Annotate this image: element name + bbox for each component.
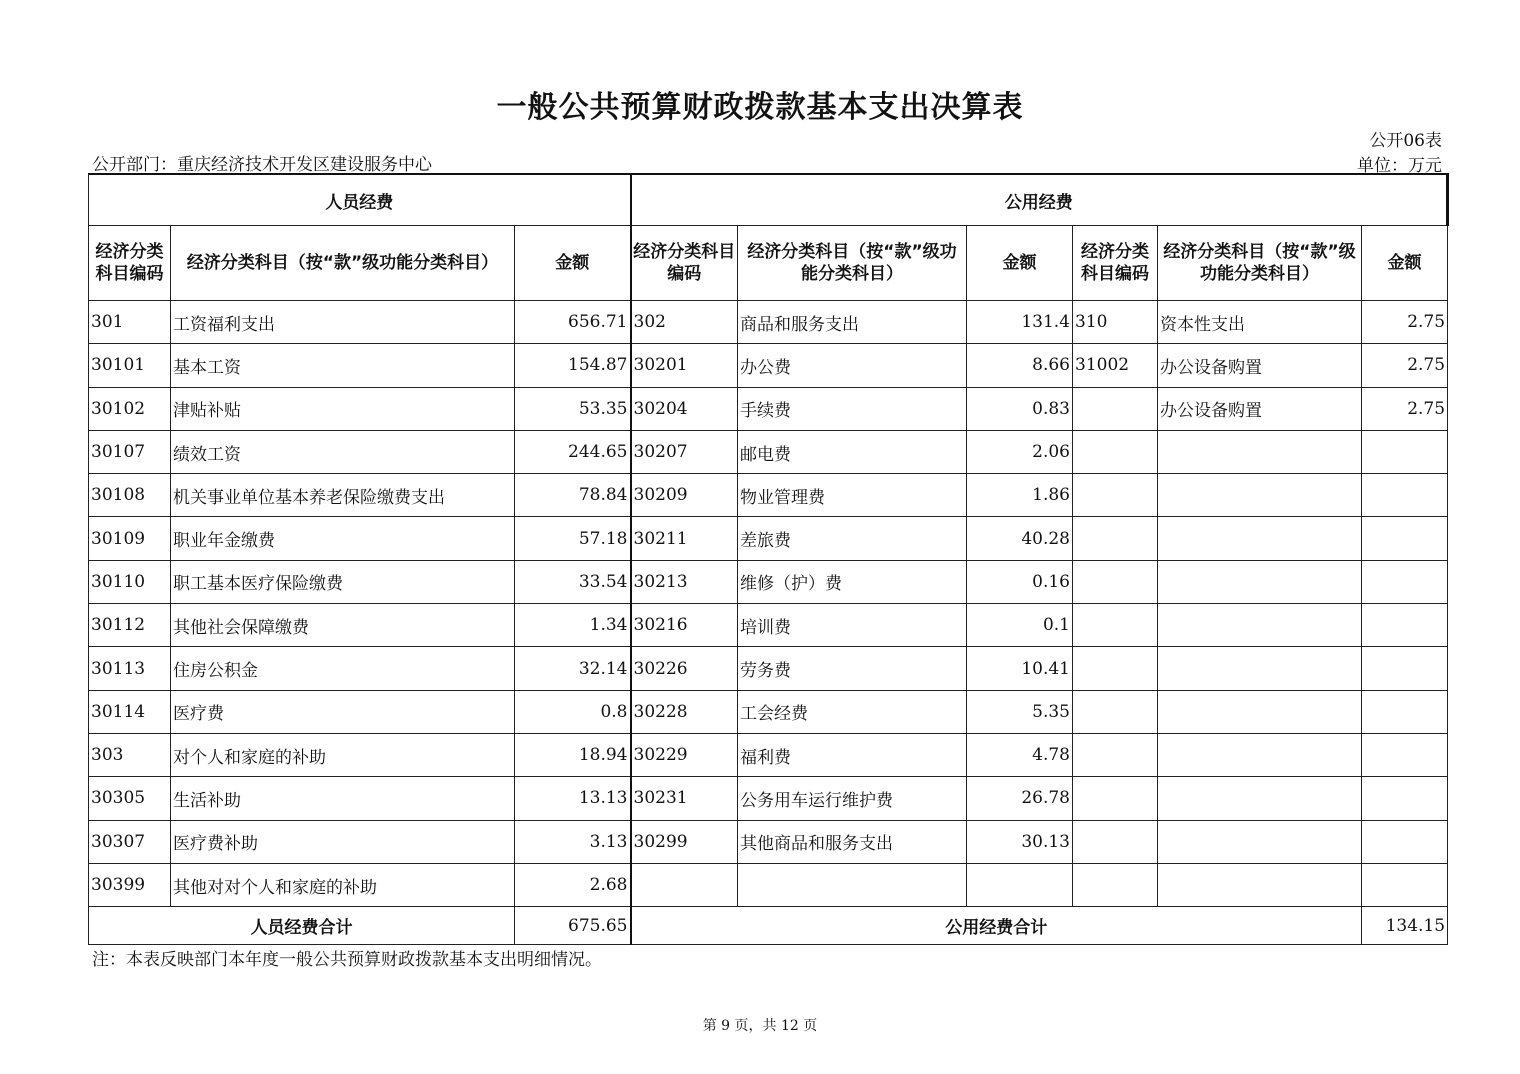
- capital-name-cell: [1158, 820, 1362, 863]
- table-row: [89, 863, 1448, 906]
- personnel-name-cell: 医疗费补助: [171, 820, 515, 863]
- expenditure-table: [88, 173, 1449, 945]
- capital-amount-cell: 2.75: [1362, 344, 1448, 387]
- personnel-amount-cell: 1.34: [515, 604, 631, 647]
- capital-code-cell: [1073, 604, 1158, 647]
- capital-code-cell: [1073, 777, 1158, 820]
- goods-name-cell: 其他商品和服务支出: [738, 820, 967, 863]
- goods-amount-cell: 5.35: [967, 690, 1073, 733]
- capital-code-cell: [1073, 560, 1158, 603]
- personnel-code-cell: 30102: [89, 387, 171, 430]
- goods-code-cell: 30228: [631, 690, 738, 733]
- capital-name-cell: [1158, 560, 1362, 603]
- header-capital-code: 经济分类科目编码: [1073, 226, 1158, 301]
- table-row: [89, 777, 1448, 820]
- capital-code-cell: [1073, 820, 1158, 863]
- personnel-code-cell: 30307: [89, 820, 171, 863]
- group-public: 公用经费: [631, 174, 1448, 226]
- capital-name-cell: [1158, 863, 1362, 906]
- goods-code-cell: 30299: [631, 820, 738, 863]
- table-row: [89, 474, 1448, 517]
- table-row: [89, 604, 1448, 647]
- goods-amount-cell: 40.28: [967, 517, 1073, 560]
- goods-code-cell: 30207: [631, 430, 738, 473]
- capital-name-cell: [1158, 604, 1362, 647]
- capital-amount-cell: [1362, 690, 1448, 733]
- personnel-amount-cell: 78.84: [515, 474, 631, 517]
- goods-name-cell: 工会经费: [738, 690, 967, 733]
- table-note: 注：本表反映部门本年度一般公共预算财政拨款基本支出明细情况。: [92, 950, 602, 970]
- header-goods-amount: 金额: [967, 226, 1073, 301]
- personnel-amount-cell: 53.35: [515, 387, 631, 430]
- personnel-code-cell: 303: [89, 733, 171, 776]
- goods-name-cell: 手续费: [738, 387, 967, 430]
- goods-amount-cell: 26.78: [967, 777, 1073, 820]
- personnel-amount-cell: 32.14: [515, 647, 631, 690]
- personnel-amount-cell: 33.54: [515, 560, 631, 603]
- goods-amount-cell: 1.86: [967, 474, 1073, 517]
- goods-name-cell: 差旅费: [738, 517, 967, 560]
- goods-name-cell: 公务用车运行维护费: [738, 777, 967, 820]
- department-label: 公开部门：重庆经济技术开发区建设服务中心: [92, 155, 432, 175]
- goods-amount-cell: 0.83: [967, 387, 1073, 430]
- capital-code-cell: [1073, 387, 1158, 430]
- personnel-code-cell: 30109: [89, 517, 171, 560]
- capital-name-cell: 资本性支出: [1158, 301, 1362, 344]
- header-capital-name: 经济分类科目（按“款”级功能分类科目）: [1158, 226, 1362, 301]
- table-row: [89, 690, 1448, 733]
- personnel-code-cell: 30112: [89, 604, 171, 647]
- personnel-name-cell: 津贴补贴: [171, 387, 515, 430]
- goods-name-cell: [738, 863, 967, 906]
- capital-code-cell: [1073, 474, 1158, 517]
- capital-name-cell: 办公设备购置: [1158, 344, 1362, 387]
- personnel-code-cell: 30101: [89, 344, 171, 387]
- personnel-name-cell: 职业年金缴费: [171, 517, 515, 560]
- personnel-code-cell: 30305: [89, 777, 171, 820]
- header-personnel-amount: 金额: [515, 226, 631, 301]
- personnel-amount-cell: 57.18: [515, 517, 631, 560]
- capital-code-cell: 31002: [1073, 344, 1158, 387]
- goods-name-cell: 办公费: [738, 344, 967, 387]
- table-row: [89, 517, 1448, 560]
- capital-amount-cell: [1362, 517, 1448, 560]
- capital-amount-cell: [1362, 474, 1448, 517]
- capital-amount-cell: [1362, 863, 1448, 906]
- public-total-amount: 134.15: [1362, 907, 1448, 945]
- goods-amount-cell: 131.4: [967, 301, 1073, 344]
- capital-amount-cell: [1362, 560, 1448, 603]
- goods-code-cell: [631, 863, 738, 906]
- personnel-amount-cell: 13.13: [515, 777, 631, 820]
- group-header-row: [89, 174, 1448, 226]
- group-personnel: 人员经费: [89, 174, 631, 226]
- capital-code-cell: [1073, 647, 1158, 690]
- capital-name-cell: [1158, 777, 1362, 820]
- goods-code-cell: 30216: [631, 604, 738, 647]
- goods-name-cell: 培训费: [738, 604, 967, 647]
- goods-name-cell: 福利费: [738, 733, 967, 776]
- goods-name-cell: 物业管理费: [738, 474, 967, 517]
- public-total-label: 公用经费合计: [631, 907, 1362, 945]
- personnel-name-cell: 绩效工资: [171, 430, 515, 473]
- table-row: [89, 560, 1448, 603]
- totals-row: [89, 907, 1448, 945]
- personnel-amount-cell: 0.8: [515, 690, 631, 733]
- goods-code-cell: 30209: [631, 474, 738, 517]
- table-row: [89, 733, 1448, 776]
- capital-name-cell: [1158, 690, 1362, 733]
- personnel-name-cell: 基本工资: [171, 344, 515, 387]
- personnel-code-cell: 30107: [89, 430, 171, 473]
- personnel-name-cell: 医疗费: [171, 690, 515, 733]
- goods-code-cell: 30213: [631, 560, 738, 603]
- capital-name-cell: [1158, 647, 1362, 690]
- column-header-row: [89, 226, 1448, 301]
- goods-name-cell: 邮电费: [738, 430, 967, 473]
- capital-code-cell: [1073, 517, 1158, 560]
- capital-amount-cell: [1362, 733, 1448, 776]
- form-number: 公开06表: [1369, 131, 1442, 151]
- personnel-name-cell: 机关事业单位基本养老保险缴费支出: [171, 474, 515, 517]
- personnel-code-cell: 30108: [89, 474, 171, 517]
- goods-code-cell: 30231: [631, 777, 738, 820]
- goods-amount-cell: 10.41: [967, 647, 1073, 690]
- page-footer: 第 9 页，共 12 页: [702, 1018, 818, 1034]
- capital-amount-cell: [1362, 647, 1448, 690]
- personnel-code-cell: 30113: [89, 647, 171, 690]
- personnel-name-cell: 其他对对个人和家庭的补助: [171, 863, 515, 906]
- goods-code-cell: 30201: [631, 344, 738, 387]
- goods-amount-cell: 2.06: [967, 430, 1073, 473]
- personnel-name-cell: 其他社会保障缴费: [171, 604, 515, 647]
- capital-amount-cell: [1362, 820, 1448, 863]
- personnel-name-cell: 住房公积金: [171, 647, 515, 690]
- capital-code-cell: 310: [1073, 301, 1158, 344]
- capital-name-cell: [1158, 733, 1362, 776]
- header-goods-name: 经济分类科目（按“款”级功能分类科目）: [738, 226, 967, 301]
- table-row: [89, 387, 1448, 430]
- goods-code-cell: 302: [631, 301, 738, 344]
- personnel-total-amount: 675.65: [515, 907, 631, 945]
- goods-name-cell: 商品和服务支出: [738, 301, 967, 344]
- goods-amount-cell: 30.13: [967, 820, 1073, 863]
- table-row: [89, 430, 1448, 473]
- personnel-amount-cell: 3.13: [515, 820, 631, 863]
- goods-amount-cell: [967, 863, 1073, 906]
- header-personnel-name: 经济分类科目（按“款”级功能分类科目）: [171, 226, 515, 301]
- capital-code-cell: [1073, 733, 1158, 776]
- table-row: [89, 344, 1448, 387]
- page-title: 一般公共预算财政拨款基本支出决算表: [496, 90, 1024, 125]
- personnel-amount-cell: 18.94: [515, 733, 631, 776]
- header-personnel-code: 经济分类科目编码: [89, 226, 171, 301]
- capital-name-cell: [1158, 517, 1362, 560]
- header-capital-amount: 金额: [1362, 226, 1448, 301]
- goods-amount-cell: 4.78: [967, 733, 1073, 776]
- capital-amount-cell: 2.75: [1362, 387, 1448, 430]
- goods-code-cell: 30226: [631, 647, 738, 690]
- goods-amount-cell: 8.66: [967, 344, 1073, 387]
- table-row: [89, 820, 1448, 863]
- goods-amount-cell: 0.1: [967, 604, 1073, 647]
- goods-name-cell: 维修（护）费: [738, 560, 967, 603]
- personnel-amount-cell: 154.87: [515, 344, 631, 387]
- personnel-amount-cell: 244.65: [515, 430, 631, 473]
- personnel-code-cell: 30110: [89, 560, 171, 603]
- unit-label: 单位：万元: [1357, 156, 1442, 176]
- personnel-name-cell: 对个人和家庭的补助: [171, 733, 515, 776]
- capital-code-cell: [1073, 430, 1158, 473]
- personnel-code-cell: 30114: [89, 690, 171, 733]
- personnel-code-cell: 301: [89, 301, 171, 344]
- personnel-name-cell: 职工基本医疗保险缴费: [171, 560, 515, 603]
- capital-name-cell: 办公设备购置: [1158, 387, 1362, 430]
- capital-name-cell: [1158, 430, 1362, 473]
- goods-name-cell: 劳务费: [738, 647, 967, 690]
- personnel-amount-cell: 656.71: [515, 301, 631, 344]
- personnel-amount-cell: 2.68: [515, 863, 631, 906]
- personnel-name-cell: 工资福利支出: [171, 301, 515, 344]
- capital-code-cell: [1073, 690, 1158, 733]
- goods-code-cell: 30211: [631, 517, 738, 560]
- table-row: [89, 301, 1448, 344]
- personnel-name-cell: 生活补助: [171, 777, 515, 820]
- header-goods-code: 经济分类科目编码: [631, 226, 738, 301]
- capital-amount-cell: [1362, 430, 1448, 473]
- capital-name-cell: [1158, 474, 1362, 517]
- capital-code-cell: [1073, 863, 1158, 906]
- goods-code-cell: 30204: [631, 387, 738, 430]
- capital-amount-cell: [1362, 777, 1448, 820]
- capital-amount-cell: [1362, 604, 1448, 647]
- goods-code-cell: 30229: [631, 733, 738, 776]
- personnel-code-cell: 30399: [89, 863, 171, 906]
- personnel-total-label: 人员经费合计: [89, 907, 515, 945]
- capital-amount-cell: 2.75: [1362, 301, 1448, 344]
- goods-amount-cell: 0.16: [967, 560, 1073, 603]
- table-row: [89, 647, 1448, 690]
